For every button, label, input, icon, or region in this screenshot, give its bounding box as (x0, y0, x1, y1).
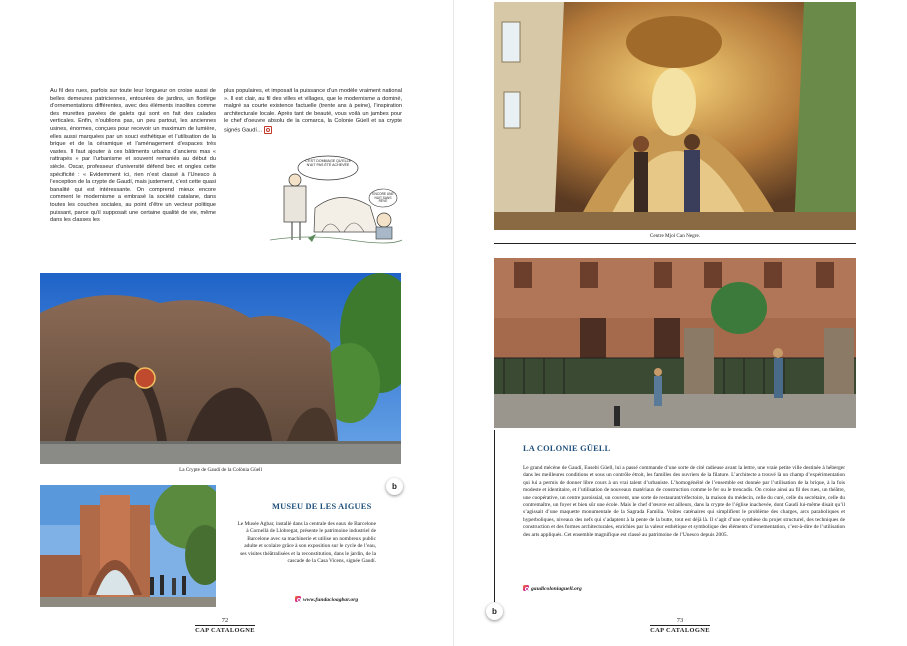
caption-rule (494, 243, 856, 244)
colonie-image (494, 258, 856, 428)
page-number-right: 73 (676, 617, 684, 624)
badge-b-right[interactable]: b (486, 603, 503, 620)
instagram-icon (295, 596, 301, 602)
article-body-column-1: Au fil des rues, parfois sur toute leur longueur on croise aussi de belles demeures patriciennes, entourées de jardins, un florilège d’ornementations différentes, avec des éléments insolites comme des murettes pavées de galets qui sont en fait des calades verticales. Enfin, n’oublions pas, un peu partout, les anciennes usines, énormes, conçues pour recevoir un maximum de lumière, elles aussi marquées par un souci esthétique et l’utilisation de la brique et de la céramique et l’aménagement d’espaces très vastes. Il faut ajouter à ces bâtiments urbains d’anciens mas « rattrapés » par l’urbanisme et souvent remaniés au début du siècle. Oscar, professeur d’université défend bec et ongles cette spécificité : « Evidemment ici, rien n’est classé à l’Unesco à l’exception de la crypte de Gaudí, mais justement, c’est cette quasi banalité qui est intéressante. On comprend mieux encore comment le modernisme a embrasé la société catalane, dans toutes les couches sociales, au point d’être un vecteur politique puissant, parce qu’il supposait une certaine qualité de vie, même dans les classes les (50, 88, 216, 224)
cartoon-speech-bubble: C'EST DOMMAGE QU'ELLE N'AIT PAS ÉTÉ ACHEVÉE (304, 159, 352, 168)
crypt-caption: La Crypte de Gaudí de la Colònia Güell (179, 467, 262, 473)
magazine-name-right: CAP CATALOGNE (650, 627, 710, 634)
article-body-column-2: plus populaires, et imposait la puissance d’un modèle vraiment national ». Il est clair, au fil des villes et villages, que le modernisme a dominé, malgré sa courte existence factuelle (trente ans à peine), l’inspiration architecturale locale. Après tant de beauté, vous voilà un jambes pour le chef d’oeuvre absolu de la comarca, la Colonie Güell et sa crypte signés Gaudí… (224, 88, 402, 134)
left-page (0, 0, 453, 646)
colonie-photo (494, 258, 856, 428)
right-page (454, 0, 907, 646)
instagram-icon (523, 585, 529, 591)
colonie-link[interactable]: gaudicoloniaguell.org (523, 585, 582, 592)
interior-image (494, 2, 856, 230)
museum-photo (40, 485, 216, 607)
museum-image (40, 485, 216, 607)
article-body-column-2-wrap (224, 88, 402, 135)
colonie-title: LA COLONIE GÜELL (523, 444, 611, 453)
colonie-box-rule (494, 430, 495, 602)
museum-body: Le Musée Agbar, installé dans la centrale des eaux de Barcelone à Cornellà de Llobregat, présente le patrimoine industriel de Barcelone avec sa machinerie et utilise un nombreux public adulte et scolaire grâce à son exposition sur le cycle de l’eau, ses visites théâtralisées et la reconstitution, dans le jardin, de la cascade de la Casa Vicens, signée Gaudí. (237, 521, 376, 565)
museum-link[interactable]: www.fundacioagbar.org (295, 596, 358, 603)
page-number-left: 72 (221, 617, 229, 624)
right-folio (650, 617, 710, 634)
cartoon-illustration (270, 148, 402, 246)
crypt-image (40, 273, 401, 464)
left-folio (195, 617, 255, 634)
badge-b-left[interactable]: b (386, 478, 403, 495)
interior-caption: Centre Mjol Can Negre. (649, 233, 701, 239)
magazine-name-left: CAP CATALOGNE (195, 627, 255, 634)
colonie-body: Le grand mécène de Gaudí, Eusebi Güell, lui a passé commande d’une sorte de cité radieuse avant la lettre, une vraie petite ville destinée à héberger dans les meilleures conditions et sous un contrôle étroit, les familles des ouvriers de la filature. L’architecte a trouvé là un champ d’expérimentation qui lui a permis de donner libre cours à un vrai talent d’urbaniste. L’homogénéité de l’ensemble est donnée par l’utilisation de la brique, à la fois modeste et identitaire, et l’utilisation de nouveaux matériaux de construction comme le fer ou le trencadís. On croise ainsi au fil des rues, un théâtre, une coopérative, un centre paroissial, un couvent, une sorte de restaurant/réfectoire, la maison du médecin, celle du curé, celle du secrétaire, celle du contremaître, un foyer et bien sûr une école. Mais le chef d’œuvre est ailleurs, dans la crypte de l’église inachevée, dont Gaudí lui-même disait qu’il s’agissait d’une maquette monumentale de la Sagrada Familia. Voûtes caténaires qui simplifient le problème des charges, arcs paraboliques et hyperboliques, niveaux des nefs qui s’adaptent à la pente de la butte, tout est déjà là. Il s’agit d’une synthèse du projet structurel, des techniques de construction et des formes architecturales, enrichies par la valeur esthétique et symbolique des éléments d’ornementation, c’est-à-dire de l’utilisation des arts appliqués. Cet ensemble magnifique est classé au patrimoine de l’Unesco depuis 2005. (523, 465, 845, 538)
bookmark-icon (264, 126, 272, 134)
museum-title: MUSEU DE LES AIGUES (272, 502, 372, 511)
interior-photo (494, 2, 856, 230)
crypt-photo (40, 273, 401, 464)
cartoon-reply-bubble: ENCORE UNE NUIT SANS RÊVE (372, 192, 394, 204)
